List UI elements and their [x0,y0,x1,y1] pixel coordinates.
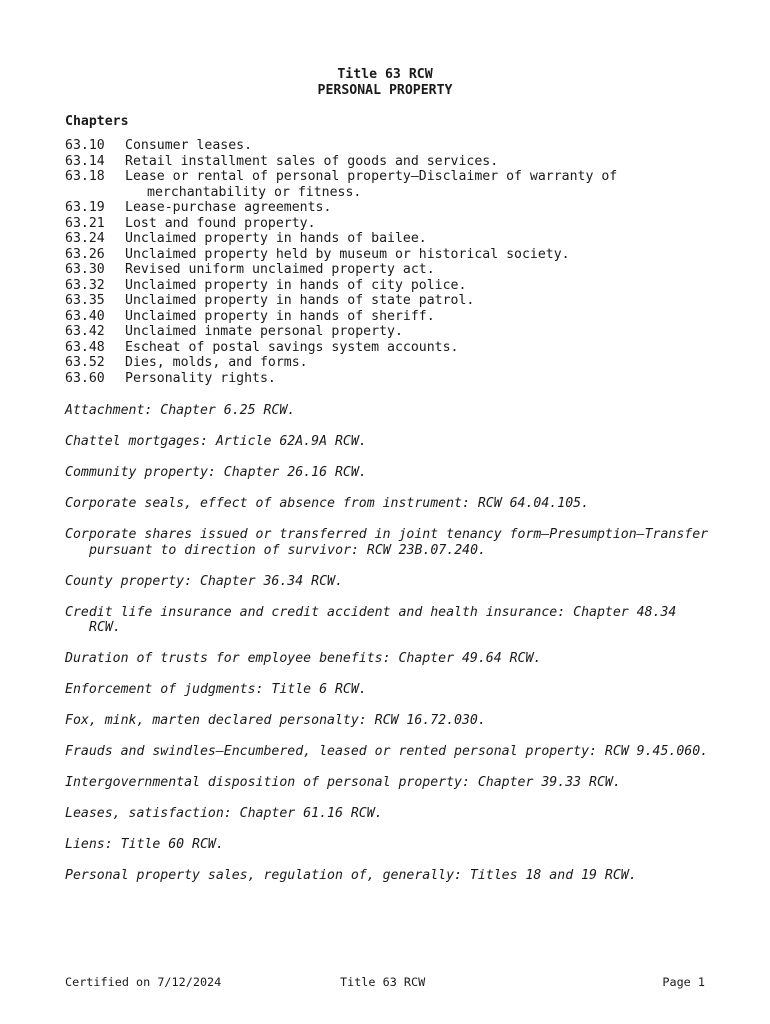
chapter-title: Lost and found property. [125,215,316,231]
chapter-title: Unclaimed property in hands of bailee. [125,231,427,246]
cross-reference: Intergovernmental disposition of personal property: Chapter 39.33 RCW. [65,775,621,790]
chapter-number: 63.42 [65,324,105,339]
page-number: Page 1 [662,975,705,989]
chapter-title: Retail installment sales of goods and services. [125,153,499,169]
chapter-title: Unclaimed property in hands of city police. [125,277,467,293]
cross-reference: Frauds and swindles—Encumbered, leased or rented personal property: RCW 9.45.060. [65,744,709,759]
chapter-title: Unclaimed property held by museum or historical society. [125,246,570,262]
chapter-item [65,324,715,340]
cross-reference: Enforcement of judgments: Title 6 RCW. [65,682,367,697]
cross-reference: Credit life insurance and credit accident and health insurance: Chapter 48.34 RCW. [65,604,677,635]
certified-date: Certified on 7/12/2024 [65,975,222,989]
chapter-number: 63.19 [65,200,105,215]
cross-reference: Leases, satisfaction: Chapter 61.16 RCW. [65,806,383,821]
chapter-title: Personality rights. [125,370,276,386]
chapters-heading: Chapters [65,114,129,129]
footer-title: Title 63 RCW [340,975,426,989]
chapter-item [65,278,715,294]
title-block [0,67,770,99]
chapter-number: 63.30 [65,262,105,277]
chapter-title: Unclaimed property in hands of state patrol. [125,293,475,308]
chapter-item [65,169,715,200]
cross-reference: Community property: Chapter 26.16 RCW. [65,465,367,480]
chapter-title: Consumer leases. [125,138,253,153]
chapter-item [65,200,715,216]
chapter-number: 63.26 [65,246,105,262]
chapter-number: 63.60 [65,370,105,386]
chapter-number: 63.24 [65,231,105,246]
chapter-item [65,371,715,387]
cross-reference: Corporate seals, effect of absence from instrument: RCW 64.04.105. [65,496,590,511]
chapter-item [65,309,715,325]
cross-reference: Duration of trusts for employee benefits: Chapter 49.64 RCW. [65,651,542,666]
cross-reference: Personal property sales, regulation of, generally: Titles 18 and 19 RCW. [65,868,637,883]
chapter-title: Lease-purchase agreements. [125,200,332,215]
chapter-item [65,340,715,356]
chapter-number: 63.10 [65,138,105,153]
chapter-title: Lease or rental of personal property—Disclaimer of warranty of merchantability or fitness. [125,169,618,200]
chapter-item [65,262,715,278]
page-footer [65,975,705,991]
chapter-title: Unclaimed inmate personal property. [125,324,403,339]
document-subtitle: PERSONAL PROPERTY [317,83,453,98]
chapter-title: Escheat of postal savings system accounts. [125,339,459,355]
chapter-title: Revised uniform unclaimed property act. [125,262,435,277]
chapter-number: 63.32 [65,277,105,293]
chapter-title: Unclaimed property in hands of sheriff. [125,308,435,324]
chapter-number: 63.52 [65,355,105,370]
chapter-item [65,293,715,309]
chapter-number: 63.14 [65,153,105,169]
chapter-number: 63.21 [65,215,105,231]
cross-reference: Fox, mink, marten declared personalty: RCW 16.72.030. [65,713,486,728]
chapter-number: 63.40 [65,308,105,324]
cross-reference: Liens: Title 60 RCW. [65,837,224,852]
cross-reference: Attachment: Chapter 6.25 RCW. [65,403,296,418]
chapter-item [65,355,715,371]
chapter-item [65,231,715,247]
document-title: Title 63 RCW [337,67,433,82]
cross-reference: Chattel mortgages: Article 62A.9A RCW. [65,434,367,449]
chapter-title: Dies, molds, and forms. [125,355,308,370]
cross-reference: County property: Chapter 36.34 RCW. [65,573,343,589]
cross-reference-list [65,403,715,899]
chapter-number: 63.35 [65,293,105,308]
chapter-list [65,138,715,386]
chapter-item [65,247,715,263]
chapter-item [65,154,715,170]
chapter-item [65,216,715,232]
chapter-number: 63.48 [65,339,105,355]
chapter-number: 63.18 [65,169,105,184]
chapter-item [65,138,715,154]
cross-reference: Corporate shares issued or transferred in joint tenancy form—Presumption—Transfer pursuant to direction of survivor: RCW 23B.07.240. [65,527,709,558]
